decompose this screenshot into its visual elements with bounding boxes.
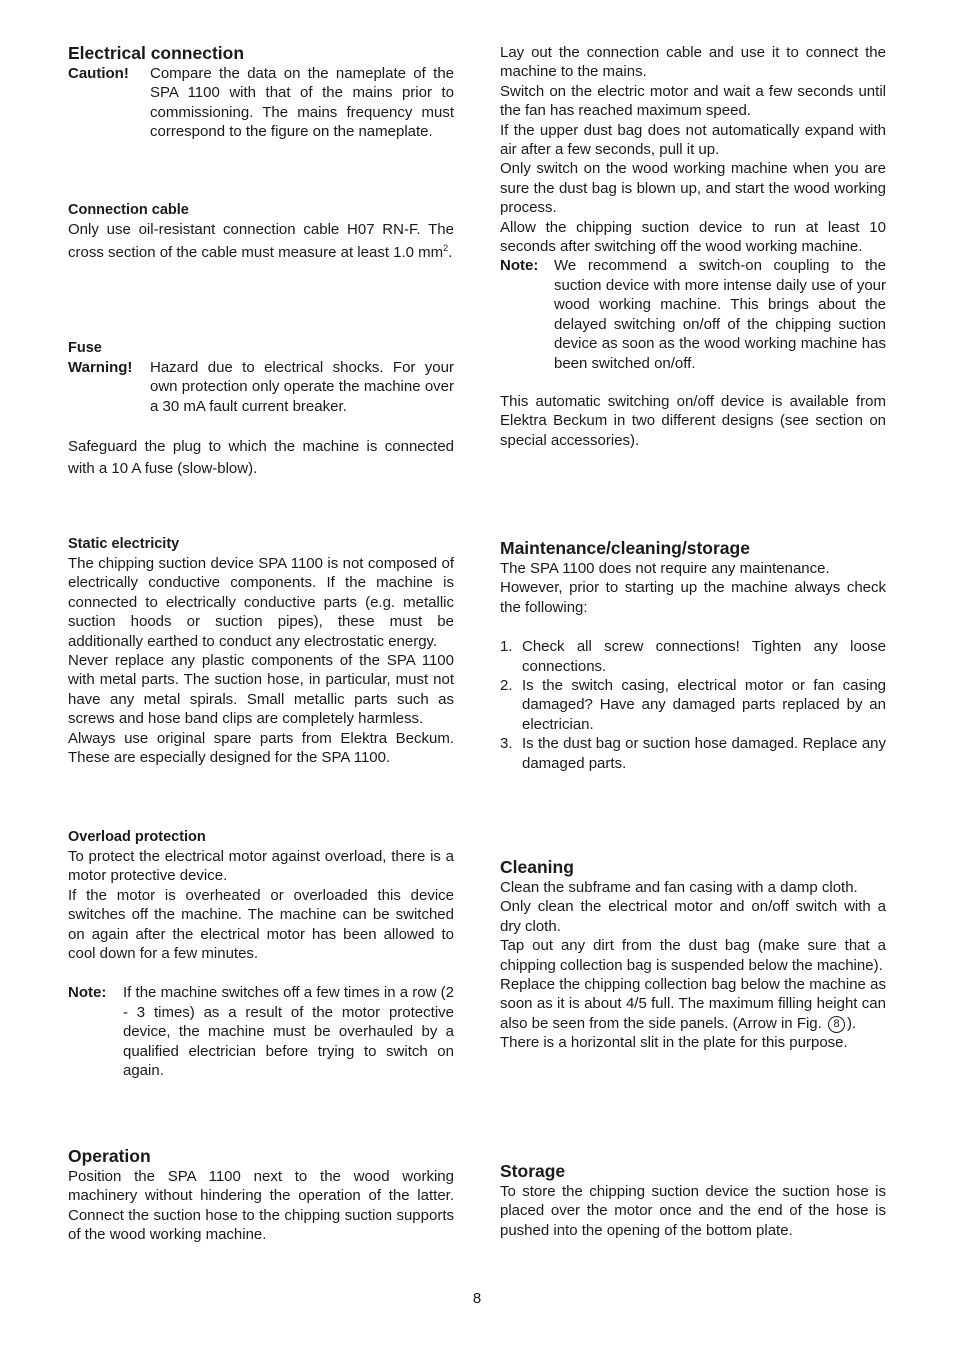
maintenance-checklist: [500, 637, 886, 773]
cleaning-p5: There is a horizontal slit in the plate for this purpose.: [500, 1034, 848, 1052]
note-label: Note:: [68, 984, 107, 1002]
intro-p4: Only switch on the wood working machine when you are sure the dust bag is blown up, and start the wood working process.: [500, 160, 886, 217]
storage-heading: Storage: [500, 1161, 566, 1181]
maintenance-heading: Maintenance/cleaning/storage: [500, 538, 750, 558]
intro-p3: If the upper dust bag does not automatically expand with air after a few seconds, pull it up.: [500, 121, 886, 159]
overload-p2: If the motor is overheated or overloaded this device switches off the machine. The machine can be switched on again after the electrical motor has been allowed to cool down for a few minutes.: [68, 886, 454, 963]
connection-cable-text: Only use oil-resistant connection cable H07 RN-F. The cross section of the cable must measure at least 1.0 $mm^2$.: [68, 221, 454, 262]
fuse-text: Safeguard the plug to which the machine is connected with a 10 A fuse (slow-blow).: [68, 438, 454, 478]
connection-cable-section: [68, 201, 454, 263]
cleaning-p4: Replace the chipping collection bag below the machine as soon as it is about 4/5 full. The maximum filling height can also be seen from the side panels. (Arrow in Fig. 8 ).: [500, 976, 886, 1032]
electrical-connection-heading: Electrical connection: [68, 43, 245, 63]
static-p3: Always use original spare parts from Elektra Beckum. These are especially designed for the SPA 1100.: [68, 729, 454, 767]
fuse-section: [68, 339, 454, 480]
caution-label: Caution!: [68, 65, 129, 82]
overload-p1: To protect the electrical motor against overload, there is a motor protective device.: [68, 848, 454, 885]
fuse-heading: Fuse: [68, 340, 102, 356]
intro-p1: Lay out the connection cable and use it to connect the machine to the mains.: [500, 44, 886, 81]
overload-note: [68, 983, 454, 1080]
storage-text: To store the chipping suction device the suction hose is placed over the motor once and the end of the hose is pushed into the opening of the bottom plate.: [500, 1183, 886, 1239]
cleaning-p3: Tap out any dirt from the dust bag (make sure that a chipping collection bag is suspended below the machine).: [500, 937, 886, 974]
static-electricity-heading: Static electricity: [68, 536, 180, 552]
electrical-connection-section: [68, 42, 454, 142]
page-number: 8: [472, 1290, 482, 1307]
note-label: Note:: [500, 257, 539, 275]
storage-section: [500, 1160, 886, 1240]
cleaning-heading: Cleaning: [500, 857, 574, 877]
warning-note: [68, 358, 454, 416]
figure-number-circle: 8: [828, 1016, 845, 1033]
static-electricity-section: [68, 535, 454, 767]
static-p2: Never replace any plastic components of the SPA 1100 with metal parts. The suction hose, in particular, must not have any metal spirals. Small metallic parts such as screws and hose band clips are completely harmless.: [68, 652, 454, 728]
maintenance-p1: The SPA 1100 does not require any maintenance.: [500, 560, 830, 577]
cleaning-p1: Clean the subframe and fan casing with a damp cloth.: [500, 879, 858, 896]
intro-p2: Switch on the electric motor and wait a few seconds until the fan has reached maximum speed.: [500, 82, 886, 120]
intro-p5: Allow the chipping suction device to run at least 10 seconds after switching off the wood working machine.: [500, 218, 886, 256]
list-item: 3. Is the dust bag or suction hose damaged. Replace any damaged parts.: [500, 735, 886, 772]
warning-label: Warning!: [68, 359, 133, 376]
static-p1: The chipping suction device SPA 1100 is not composed of electrically conductive components. If the machine is connected to electrically conductive parts (e.g. metallic suction hoods or suction pipes), these must be additionally earthed to conduct any electrostatic energy.: [68, 555, 454, 650]
warning-text: Hazard due to electrical shocks. For your own protection only operate the machine over a 30 mA fault current breaker.: [150, 359, 454, 415]
cleaning-section: [500, 856, 886, 1053]
cleaning-p2: Only clean the electrical motor and on/off switch with a dry cloth.: [500, 898, 886, 935]
overload-protection-heading: Overload protection: [68, 829, 206, 845]
maintenance-p2: However, prior to starting up the machine always check the following:: [500, 579, 886, 616]
intro-p6: This automatic switching on/off device is available from Elektra Beckum in two different designs (see section on special accessories).: [500, 392, 886, 449]
operation-section: [68, 1145, 454, 1245]
overload-protection-section: [68, 828, 454, 1080]
list-item: 1. Check all screw connections! Tighten any loose connections.: [500, 638, 886, 675]
connection-cable-heading: Connection cable: [68, 202, 189, 218]
operation-heading: Operation: [68, 1146, 151, 1166]
overload-note-text: If the machine switches off a few times in a row (2 - 3 times) as a result of the motor protective device, the machine must be overhauled by a qualified electrician before trying to switch on again.: [123, 984, 454, 1080]
maintenance-section: [500, 537, 886, 773]
caution-note: [68, 64, 454, 142]
list-item: 2. Is the switch casing, electrical motor or fan casing damaged? Have any damaged parts replaced by an electrician.: [500, 677, 886, 733]
coupling-note-text: We recommend a switch-on coupling to the suction device with more intense daily use of your wood working machine. This brings about the delayed switching on/off of the chipping suction device as soon as the wood working machine has been switched on/off.: [554, 257, 886, 372]
caution-text: Compare the data on the nameplate of the SPA 1100 with that of the mains prior to commissioning. The mains frequency must correspond to the figure on the nameplate.: [150, 65, 454, 141]
operation-continued-section: [500, 43, 886, 450]
coupling-note: [500, 256, 886, 372]
operation-text: Position the SPA 1100 next to the wood working machinery without hindering the operation of the latter. Connect the suction hose to the chipping suction supports of the wood working machine.: [68, 1168, 454, 1244]
